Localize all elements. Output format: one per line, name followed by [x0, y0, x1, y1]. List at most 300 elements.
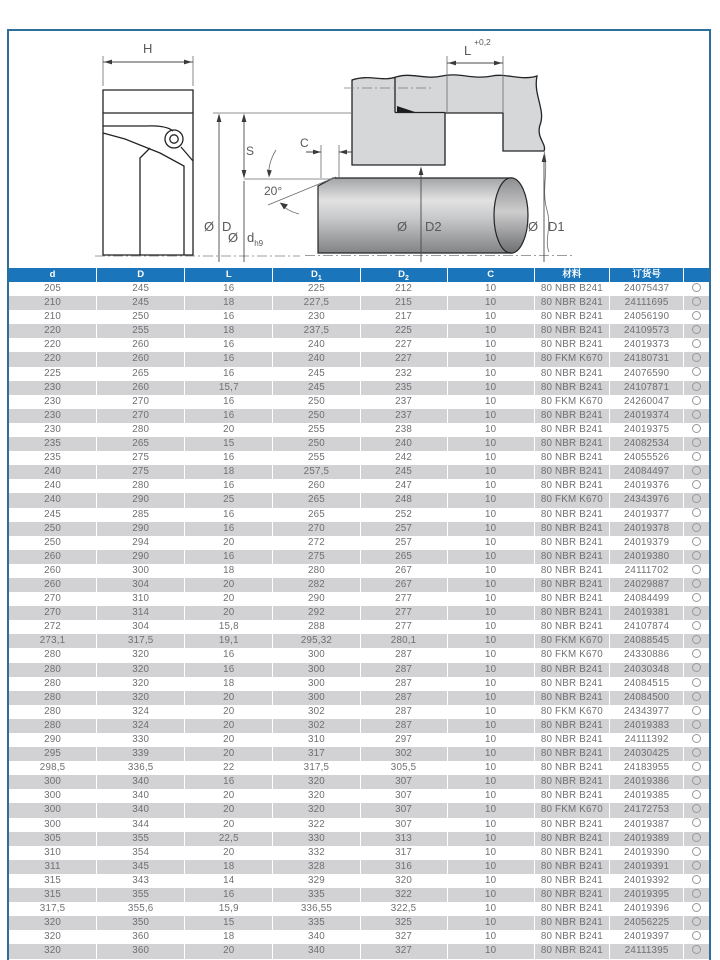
cell: 290	[97, 493, 185, 507]
cell: 24084499	[610, 592, 684, 606]
cell: 311	[9, 860, 97, 874]
dim-d-shaft	[228, 181, 264, 262]
cell: 287	[361, 719, 448, 733]
availability-circle-icon	[692, 367, 701, 376]
cell: 287	[361, 677, 448, 691]
cell: 320	[273, 803, 360, 817]
cell: 260	[97, 352, 185, 366]
cell: 267	[361, 578, 448, 592]
cell: 80 NBR B241	[535, 592, 610, 606]
cell: 10	[448, 395, 535, 409]
cell: 250	[97, 310, 185, 324]
cell: 24088545	[610, 634, 684, 648]
cell: 80 NBR B241	[535, 324, 610, 338]
availability-cell	[684, 522, 709, 536]
cell: 80 NBR B241	[535, 832, 610, 846]
cell: 15,8	[185, 620, 273, 634]
availability-circle-icon	[692, 424, 701, 433]
table-row	[9, 846, 709, 860]
cell: 260	[97, 338, 185, 352]
availability-circle-icon	[692, 396, 701, 405]
cell: 10	[448, 888, 535, 902]
shaft	[268, 177, 575, 256]
housing-break-line	[544, 151, 549, 252]
availability-circle-icon	[692, 720, 701, 729]
availability-circle-icon	[692, 903, 701, 912]
cell: 288	[273, 620, 360, 634]
cell: 80 NBR B241	[535, 930, 610, 944]
cell: 317,5	[273, 761, 360, 775]
table-row	[9, 620, 709, 634]
cell: 290	[97, 550, 185, 564]
cell: 10	[448, 465, 535, 479]
cell: 295	[9, 747, 97, 761]
cell: 10	[448, 296, 535, 310]
label-D2: D2	[425, 219, 442, 234]
cell: 265	[273, 493, 360, 507]
availability-circle-icon	[692, 508, 701, 517]
cell: 307	[361, 803, 448, 817]
table-row	[9, 944, 709, 958]
cell: 24056225	[610, 916, 684, 930]
cell: 245	[97, 282, 185, 296]
label-dia-sign: Ø	[397, 219, 408, 234]
page-frame	[7, 29, 711, 960]
cell: 300	[9, 775, 97, 789]
cell: 272	[9, 620, 97, 634]
cell: 80 NBR B241	[535, 620, 610, 634]
cell: 340	[97, 789, 185, 803]
cell: 322	[361, 888, 448, 902]
cell: 305	[9, 832, 97, 846]
cell: 344	[97, 818, 185, 832]
cell: 24111395	[610, 944, 684, 958]
cell: 320	[9, 916, 97, 930]
cell: 20	[185, 818, 273, 832]
cell: 245	[361, 465, 448, 479]
cell: 20	[185, 578, 273, 592]
table-row	[9, 465, 709, 479]
table-row	[9, 451, 709, 465]
cell: 332	[273, 846, 360, 860]
cell: 24019386	[610, 775, 684, 789]
label-D: D	[222, 219, 232, 234]
table-row	[9, 733, 709, 747]
cell: 320	[97, 663, 185, 677]
cell: 245	[273, 367, 360, 381]
table-row	[9, 479, 709, 493]
cell: 265	[361, 550, 448, 564]
cell: 270	[273, 522, 360, 536]
cell: 80 NBR B241	[535, 747, 610, 761]
cell: 24019383	[610, 719, 684, 733]
cell: 80 FKM K670	[535, 634, 610, 648]
cell: 16	[185, 522, 273, 536]
cell: 80 NBR B241	[535, 902, 610, 916]
cell: 24107871	[610, 381, 684, 395]
cell: 265	[97, 367, 185, 381]
cell: 80 NBR B241	[535, 381, 610, 395]
cell: 317,5	[9, 902, 97, 916]
cell: 343	[97, 874, 185, 888]
cell: 252	[361, 508, 448, 522]
cell: 270	[97, 395, 185, 409]
table-header-row	[9, 268, 709, 282]
cell: 240	[9, 465, 97, 479]
cell: 10	[448, 522, 535, 536]
availability-cell	[684, 818, 709, 832]
cell: 16	[185, 648, 273, 662]
cell: 230	[9, 395, 97, 409]
column-header-L: L	[185, 268, 273, 282]
cell: 235	[9, 451, 97, 465]
cell: 80 NBR B241	[535, 846, 610, 860]
cell: 10	[448, 803, 535, 817]
table-row	[9, 818, 709, 832]
dim-H	[103, 41, 193, 86]
cell: 24084500	[610, 691, 684, 705]
cell: 265	[273, 508, 360, 522]
availability-cell	[684, 536, 709, 550]
cell: 260	[273, 479, 360, 493]
availability-cell	[684, 775, 709, 789]
cell: 230	[9, 381, 97, 395]
label-C: C	[300, 136, 309, 150]
cell: 20	[185, 423, 273, 437]
availability-circle-icon	[692, 692, 701, 701]
cell: 24260047	[610, 395, 684, 409]
cell: 212	[361, 282, 448, 296]
cell: 10	[448, 677, 535, 691]
cell: 24030425	[610, 747, 684, 761]
cell: 24019376	[610, 479, 684, 493]
table-row	[9, 860, 709, 874]
cell: 307	[361, 775, 448, 789]
cell: 310	[9, 846, 97, 860]
column-header-D: $D_1$	[273, 268, 360, 282]
cell: 245	[273, 381, 360, 395]
table-row	[9, 775, 709, 789]
table-row	[9, 578, 709, 592]
availability-cell	[684, 550, 709, 564]
cell: 10	[448, 916, 535, 930]
cell: 24111702	[610, 564, 684, 578]
cell: 250	[273, 437, 360, 451]
availability-cell	[684, 634, 709, 648]
cell: 313	[361, 832, 448, 846]
cell: 247	[361, 479, 448, 493]
cell: 230	[273, 310, 360, 324]
cell: 240	[361, 437, 448, 451]
cell: 80 NBR B241	[535, 522, 610, 536]
cell: 10	[448, 282, 535, 296]
cell: 10	[448, 747, 535, 761]
cell: 80 NBR B241	[535, 550, 610, 564]
availability-circle-icon	[692, 804, 701, 813]
cell: 15,7	[185, 381, 273, 395]
cell: 24019390	[610, 846, 684, 860]
cell: 295,32	[273, 634, 360, 648]
cell: 250	[9, 522, 97, 536]
cell: 325	[361, 916, 448, 930]
technical-drawing	[9, 31, 709, 268]
cell: 10	[448, 733, 535, 747]
availability-cell	[684, 677, 709, 691]
cell: 16	[185, 479, 273, 493]
cell: 302	[273, 719, 360, 733]
cell: 80 NBR B241	[535, 719, 610, 733]
cell: 10	[448, 832, 535, 846]
cell: 10	[448, 789, 535, 803]
cell: 300	[9, 803, 97, 817]
column-header-材料: 材料	[535, 268, 610, 282]
availability-cell	[684, 803, 709, 817]
availability-cell	[684, 296, 709, 310]
cell: 24343977	[610, 705, 684, 719]
cell: 327	[361, 930, 448, 944]
table-row	[9, 310, 709, 324]
table-row	[9, 409, 709, 423]
cell: 327	[361, 944, 448, 958]
availability-cell	[684, 465, 709, 479]
cell: 10	[448, 944, 535, 958]
cell: 80 NBR B241	[535, 437, 610, 451]
cell: 10	[448, 310, 535, 324]
availability-cell	[684, 860, 709, 874]
table-row	[9, 508, 709, 522]
cell: 20	[185, 747, 273, 761]
column-header-d: d	[9, 268, 97, 282]
cell: 20	[185, 733, 273, 747]
table-row	[9, 930, 709, 944]
cell: 24019385	[610, 789, 684, 803]
cell: 16	[185, 282, 273, 296]
cell: 80 FKM K670	[535, 705, 610, 719]
cell: 315	[9, 874, 97, 888]
availability-circle-icon	[692, 382, 701, 391]
cell: 24109573	[610, 324, 684, 338]
cell: 257,5	[273, 465, 360, 479]
availability-circle-icon	[692, 466, 701, 475]
table-row	[9, 832, 709, 846]
cell: 80 FKM K670	[535, 648, 610, 662]
cell: 232	[361, 367, 448, 381]
cell: 80 NBR B241	[535, 451, 610, 465]
availability-circle-icon	[692, 438, 701, 447]
dimension-table	[9, 268, 709, 959]
cell: 10	[448, 479, 535, 493]
cell: 242	[361, 451, 448, 465]
availability-cell	[684, 451, 709, 465]
cell: 282	[273, 578, 360, 592]
availability-cell	[684, 944, 709, 958]
cell: 287	[361, 691, 448, 705]
cell: 324	[97, 719, 185, 733]
cell: 280	[9, 663, 97, 677]
cell: 335	[273, 888, 360, 902]
label-S: S	[246, 144, 255, 158]
cell: 360	[97, 930, 185, 944]
cell: 304	[97, 620, 185, 634]
availability-circle-icon	[692, 748, 701, 757]
cell: 10	[448, 578, 535, 592]
table-row	[9, 902, 709, 916]
table-row	[9, 888, 709, 902]
cell: 280	[97, 479, 185, 493]
availability-circle-icon	[692, 452, 701, 461]
cell: 16	[185, 395, 273, 409]
availability-cell	[684, 381, 709, 395]
cell: 320	[97, 677, 185, 691]
cell: 80 NBR B241	[535, 677, 610, 691]
cell: 210	[9, 296, 97, 310]
cell: 24029887	[610, 578, 684, 592]
cell: 320	[9, 930, 97, 944]
table-row	[9, 423, 709, 437]
cell: 16	[185, 508, 273, 522]
cell: 19,1	[185, 634, 273, 648]
cell: 24183955	[610, 761, 684, 775]
cell: 24019380	[610, 550, 684, 564]
availability-cell	[684, 310, 709, 324]
cell: 10	[448, 367, 535, 381]
cell: 297	[361, 733, 448, 747]
cell: 260	[9, 578, 97, 592]
cell: 340	[97, 803, 185, 817]
cell: 18	[185, 677, 273, 691]
availability-cell	[684, 437, 709, 451]
cell: 300	[273, 648, 360, 662]
cell: 10	[448, 930, 535, 944]
table-row	[9, 395, 709, 409]
cell: 16	[185, 367, 273, 381]
cell: 320	[361, 874, 448, 888]
availability-cell	[684, 832, 709, 846]
cell: 305,5	[361, 761, 448, 775]
table-row	[9, 338, 709, 352]
cell: 355,6	[97, 902, 185, 916]
label-dia-sign: Ø	[528, 219, 539, 234]
cell: 248	[361, 493, 448, 507]
cell: 335	[273, 916, 360, 930]
cell: 20	[185, 846, 273, 860]
availability-circle-icon	[692, 410, 701, 419]
cell: 285	[97, 508, 185, 522]
cell: 270	[9, 606, 97, 620]
cell: 275	[97, 465, 185, 479]
cell: 14	[185, 874, 273, 888]
cell: 280	[9, 648, 97, 662]
cell: 277	[361, 620, 448, 634]
cell: 250	[273, 395, 360, 409]
cell: 316	[361, 860, 448, 874]
cell: 217	[361, 310, 448, 324]
cell: 80 NBR B241	[535, 296, 610, 310]
availability-cell	[684, 592, 709, 606]
cell: 280	[273, 564, 360, 578]
cell: 237	[361, 409, 448, 423]
cell: 10	[448, 648, 535, 662]
cell: 24019381	[610, 606, 684, 620]
column-header-D: $D_2$	[361, 268, 448, 282]
availability-cell	[684, 705, 709, 719]
cell: 240	[9, 493, 97, 507]
cell: 245	[9, 508, 97, 522]
availability-circle-icon	[692, 537, 701, 546]
cell: 18	[185, 296, 273, 310]
table-row	[9, 691, 709, 705]
availability-circle-icon	[692, 945, 701, 954]
cell: 80 NBR B241	[535, 606, 610, 620]
cell: 225	[9, 367, 97, 381]
cell: 24111695	[610, 296, 684, 310]
availability-circle-icon	[692, 353, 701, 362]
availability-cell	[684, 888, 709, 902]
cell: 345	[97, 860, 185, 874]
table-row	[9, 564, 709, 578]
cell: 10	[448, 775, 535, 789]
cell: 300	[273, 677, 360, 691]
cell: 80 NBR B241	[535, 282, 610, 296]
cell: 10	[448, 691, 535, 705]
cell: 24084515	[610, 677, 684, 691]
table-row	[9, 282, 709, 296]
availability-cell	[684, 691, 709, 705]
cell: 307	[361, 789, 448, 803]
cell: 360	[97, 944, 185, 958]
availability-circle-icon	[692, 579, 701, 588]
cell: 287	[361, 663, 448, 677]
table-row	[9, 677, 709, 691]
cell: 280	[9, 677, 97, 691]
cell: 80 NBR B241	[535, 409, 610, 423]
availability-circle-icon	[692, 621, 701, 630]
cell: 20	[185, 536, 273, 550]
cell: 265	[97, 437, 185, 451]
cell: 24019389	[610, 832, 684, 846]
cell: 22	[185, 761, 273, 775]
cell: 10	[448, 381, 535, 395]
cell: 320	[97, 648, 185, 662]
cell: 250	[9, 536, 97, 550]
cell: 292	[273, 606, 360, 620]
table-row	[9, 296, 709, 310]
availability-cell	[684, 733, 709, 747]
availability-cell	[684, 324, 709, 338]
availability-circle-icon	[692, 325, 701, 334]
availability-circle-icon	[692, 607, 701, 616]
availability-cell	[684, 423, 709, 437]
table-row	[9, 789, 709, 803]
cell: 225	[361, 324, 448, 338]
availability-circle-icon	[692, 494, 701, 503]
availability-circle-icon	[692, 551, 701, 560]
cell: 80 NBR B241	[535, 564, 610, 578]
cell: 10	[448, 719, 535, 733]
cell: 320	[97, 691, 185, 705]
label-H: H	[143, 41, 153, 56]
cell: 80 NBR B241	[535, 423, 610, 437]
cell: 205	[9, 282, 97, 296]
label-L-tolerance: +0,2	[474, 37, 491, 47]
cell: 320	[273, 789, 360, 803]
availability-circle-icon	[692, 297, 701, 306]
availability-cell	[684, 367, 709, 381]
table-row	[9, 916, 709, 930]
cell: 24075437	[610, 282, 684, 296]
table-row	[9, 493, 709, 507]
cell: 24019392	[610, 874, 684, 888]
